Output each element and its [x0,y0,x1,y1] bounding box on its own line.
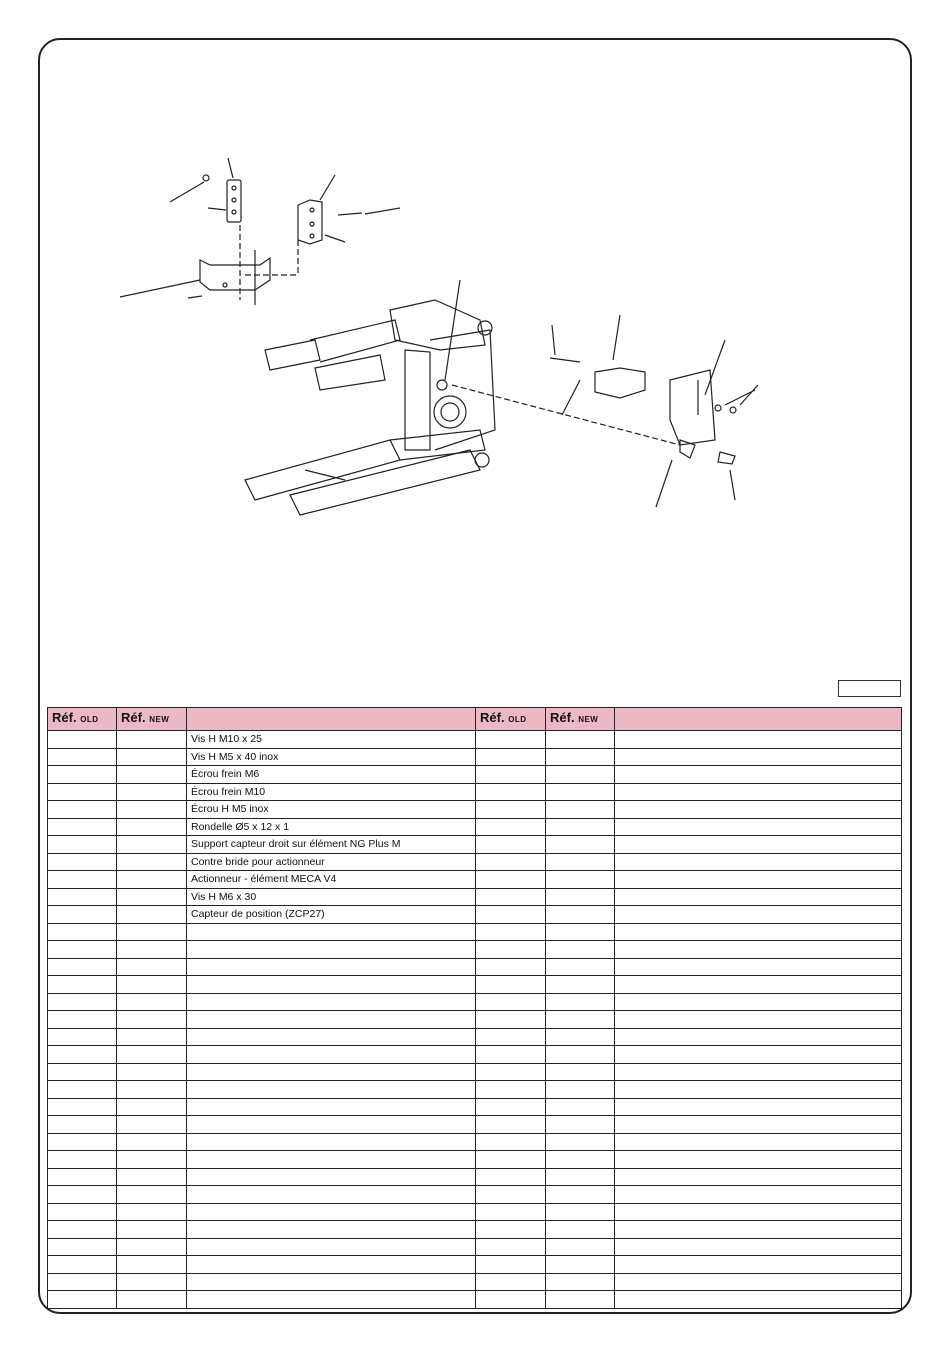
table-row [48,836,902,854]
header-new-label: NEW [578,715,599,724]
header-ref-label: Réf. [550,710,575,725]
table-row [48,1256,902,1274]
part-description [187,976,476,994]
table-row [48,1046,902,1064]
table-cell [117,1011,187,1029]
table-cell [546,993,615,1011]
table-cell [117,818,187,836]
table-cell [615,1098,902,1116]
part-description [187,941,476,959]
table-cell [476,1098,546,1116]
table-row [48,941,902,959]
table-cell [476,1186,546,1204]
table-row [48,748,902,766]
table-cell [546,836,615,854]
table-cell [48,1098,117,1116]
table-cell [117,1133,187,1151]
table-cell [476,818,546,836]
table-cell [615,906,902,924]
table-cell [48,1168,117,1186]
table-cell [48,888,117,906]
table-row [48,1291,902,1309]
table-cell [476,941,546,959]
table-cell [117,1291,187,1309]
part-description [187,1063,476,1081]
part-description: Capteur de position (ZCP27) [187,906,476,924]
table-cell [117,1046,187,1064]
table-cell [476,1221,546,1239]
table-cell [546,976,615,994]
table-cell [615,923,902,941]
table-cell [48,1046,117,1064]
table-cell [476,1116,546,1134]
table-cell [615,1011,902,1029]
table-cell [546,1151,615,1169]
table-cell [48,993,117,1011]
table-row [48,993,902,1011]
header-description-2 [615,708,902,731]
table-cell [117,748,187,766]
table-cell [117,906,187,924]
table-cell [476,783,546,801]
table-cell [48,923,117,941]
table-cell [117,1098,187,1116]
table-cell [546,748,615,766]
table-cell [615,1151,902,1169]
table-cell [615,731,902,749]
table-cell [615,941,902,959]
table-row [48,871,902,889]
table-cell [476,1273,546,1291]
table-row [48,958,902,976]
part-description [187,1168,476,1186]
table-cell [476,888,546,906]
table-cell [476,1151,546,1169]
reference-box [838,680,901,697]
table-cell [476,1238,546,1256]
table-row [48,1116,902,1134]
table-cell [476,766,546,784]
part-description [187,1151,476,1169]
table-row [48,906,902,924]
part-description [187,1186,476,1204]
table-row [48,1081,902,1099]
table-cell [615,958,902,976]
part-description: Vis H M10 x 25 [187,731,476,749]
table-cell [117,993,187,1011]
table-cell [476,1011,546,1029]
table-row [48,818,902,836]
table-cell [117,976,187,994]
table-cell [476,836,546,854]
table-cell [48,853,117,871]
table-cell [615,1063,902,1081]
table-cell [615,748,902,766]
table-cell [546,1063,615,1081]
part-description: Écrou frein M6 [187,766,476,784]
table-cell [48,1028,117,1046]
table-cell [117,941,187,959]
table-row [48,853,902,871]
table-cell [615,1238,902,1256]
table-cell [546,853,615,871]
part-description: Écrou H M5 inox [187,801,476,819]
table-cell [117,1063,187,1081]
table-cell [48,941,117,959]
table-cell [615,1256,902,1274]
table-cell [546,1168,615,1186]
table-cell [615,766,902,784]
table-cell [48,976,117,994]
parts-table-body [48,731,902,1309]
part-description [187,993,476,1011]
table-cell [546,1186,615,1204]
table-row [48,1168,902,1186]
table-cell [117,1273,187,1291]
table-cell [476,853,546,871]
table-cell [476,1081,546,1099]
part-description [187,1133,476,1151]
table-row [48,1186,902,1204]
table-cell [476,731,546,749]
table-cell [476,1028,546,1046]
table-cell [615,818,902,836]
table-cell [476,906,546,924]
table-cell [476,1063,546,1081]
table-cell [476,1291,546,1309]
table-cell [117,801,187,819]
table-cell [546,1046,615,1064]
table-cell [615,1291,902,1309]
table-cell [615,1273,902,1291]
table-cell [48,766,117,784]
part-description: Vis H M5 x 40 inox [187,748,476,766]
part-description: Contre bride pour actionneur [187,853,476,871]
header-old-label: OLD [80,715,99,724]
table-cell [48,836,117,854]
table-row [48,1221,902,1239]
header-old-label: OLD [508,715,527,724]
table-cell [48,731,117,749]
table-row [48,1151,902,1169]
table-cell [476,1256,546,1274]
table-cell [546,766,615,784]
table-cell [476,1046,546,1064]
table-cell [48,1291,117,1309]
table-cell [48,1186,117,1204]
part-description: Support capteur droit sur élément NG Plus M [187,836,476,854]
table-cell [476,871,546,889]
table-row [48,888,902,906]
table-cell [48,1011,117,1029]
part-description [187,1116,476,1134]
table-row [48,1028,902,1046]
table-cell [546,1238,615,1256]
table-cell [476,1133,546,1151]
table-row [48,731,902,749]
table-cell [546,818,615,836]
table-cell [117,1081,187,1099]
table-cell [117,1203,187,1221]
table-row [48,1098,902,1116]
table-cell [546,1256,615,1274]
table-cell [615,1116,902,1134]
table-cell [615,1186,902,1204]
table-cell [48,1238,117,1256]
table-cell [546,888,615,906]
table-cell [546,1028,615,1046]
table-row [48,801,902,819]
table-cell [48,871,117,889]
table-cell [546,941,615,959]
table-cell [117,1168,187,1186]
header-description-1 [187,708,476,731]
table-cell [476,801,546,819]
table-cell [48,801,117,819]
part-description: Vis H M6 x 30 [187,888,476,906]
table-cell [117,766,187,784]
table-cell [546,1011,615,1029]
table-cell [546,1273,615,1291]
part-description [187,1046,476,1064]
table-cell [117,1151,187,1169]
table-row [48,1133,902,1151]
table-cell [117,731,187,749]
table-cell [48,1256,117,1274]
table-cell [615,1081,902,1099]
table-row [48,1203,902,1221]
table-cell [476,1203,546,1221]
table-row [48,1273,902,1291]
table-cell [117,888,187,906]
table-cell [48,1203,117,1221]
header-ref-new-1 [117,708,187,731]
table-cell [48,1151,117,1169]
part-description [187,1273,476,1291]
part-description [187,1221,476,1239]
table-cell [615,1046,902,1064]
table-cell [117,923,187,941]
table-cell [48,958,117,976]
table-cell [117,783,187,801]
table-cell [48,748,117,766]
header-ref-label: Réf. [480,710,505,725]
table-cell [117,958,187,976]
table-cell [546,1133,615,1151]
table-cell [476,993,546,1011]
table-row [48,1063,902,1081]
part-description [187,1081,476,1099]
part-description [187,1098,476,1116]
table-cell [546,1203,615,1221]
table-cell [546,1291,615,1309]
exploded-parts-diagram [100,140,800,530]
table-row [48,976,902,994]
part-description: Rondelle Ø5 x 12 x 1 [187,818,476,836]
table-cell [546,1081,615,1099]
part-description [187,1291,476,1309]
table-cell [48,1221,117,1239]
parts-table [47,707,902,1309]
table-cell [546,783,615,801]
part-description [187,958,476,976]
table-cell [546,958,615,976]
table-cell [546,801,615,819]
table-row [48,766,902,784]
table-cell [615,1028,902,1046]
table-row [48,923,902,941]
table-row [48,1011,902,1029]
table-cell [48,783,117,801]
table-cell [117,853,187,871]
table-cell [117,1256,187,1274]
table-cell [48,1273,117,1291]
table-cell [615,1203,902,1221]
part-description [187,1028,476,1046]
table-header-row [48,708,902,731]
header-ref-label: Réf. [52,710,77,725]
table-cell [48,906,117,924]
part-description: Écrou frein M10 [187,783,476,801]
table-cell [615,783,902,801]
header-new-label: NEW [149,715,170,724]
table-cell [615,1133,902,1151]
table-cell [546,731,615,749]
table-cell [476,923,546,941]
table-cell [476,976,546,994]
table-cell [615,976,902,994]
part-description [187,1238,476,1256]
table-cell [48,1133,117,1151]
table-cell [546,1221,615,1239]
table-cell [615,836,902,854]
table-cell [546,871,615,889]
table-row [48,783,902,801]
table-cell [615,1221,902,1239]
part-description [187,923,476,941]
table-cell [546,1116,615,1134]
table-cell [615,801,902,819]
table-cell [117,1116,187,1134]
table-cell [117,836,187,854]
part-description [187,1011,476,1029]
table-cell [546,1098,615,1116]
table-cell [476,958,546,976]
table-cell [48,1063,117,1081]
table-cell [615,1168,902,1186]
table-cell [615,888,902,906]
part-description: Actionneur - élément MECA V4 [187,871,476,889]
table-cell [117,871,187,889]
table-cell [117,1028,187,1046]
table-cell [117,1186,187,1204]
table-cell [476,748,546,766]
table-cell [546,923,615,941]
table-cell [476,1168,546,1186]
part-description [187,1203,476,1221]
header-ref-old-1 [48,708,117,731]
table-cell [615,993,902,1011]
table-cell [117,1238,187,1256]
table-row [48,1238,902,1256]
table-cell [615,853,902,871]
table-cell [615,871,902,889]
table-cell [48,1116,117,1134]
header-ref-old-2 [476,708,546,731]
table-cell [117,1221,187,1239]
table-cell [546,906,615,924]
table-cell [48,1081,117,1099]
header-ref-new-2 [546,708,615,731]
header-ref-label: Réf. [121,710,146,725]
part-description [187,1256,476,1274]
table-cell [48,818,117,836]
